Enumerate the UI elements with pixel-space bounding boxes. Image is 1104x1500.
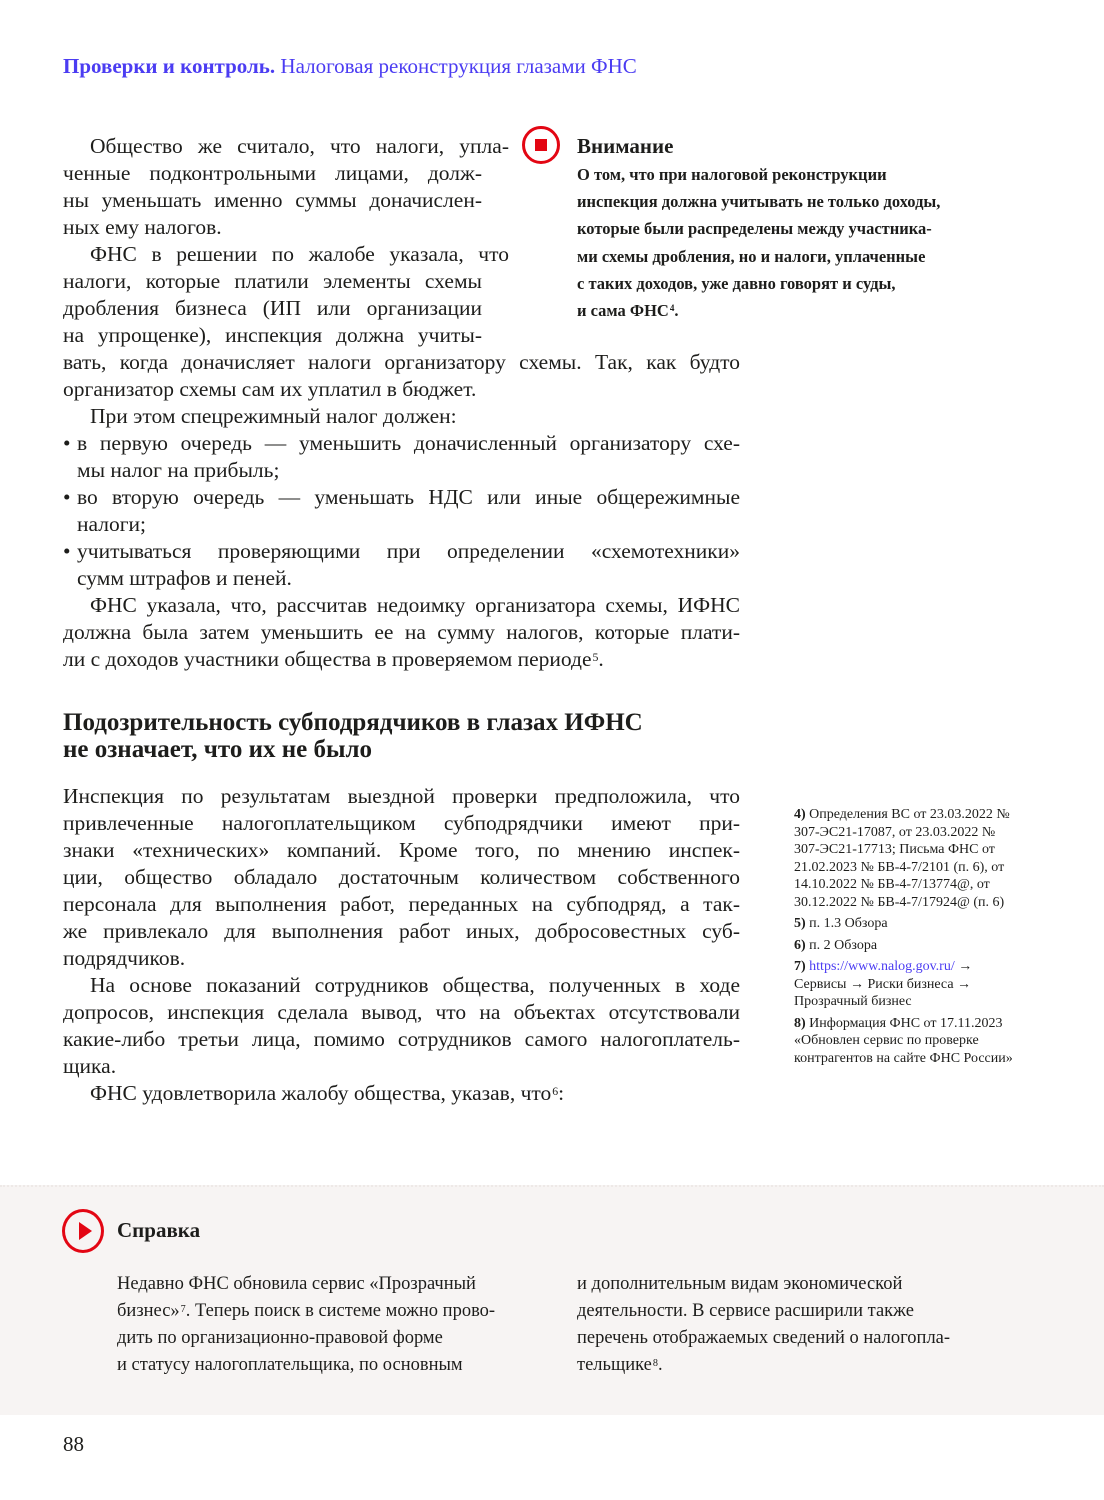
alert-stop-icon [522, 126, 560, 164]
bullet-icon: • [63, 431, 71, 455]
line-text: налоги; [77, 512, 147, 536]
text-line [63, 187, 482, 214]
line-text: Общество же считало, что налоги, упла- [90, 134, 509, 158]
line-text: какие-либо третьи лица, помимо сотрудников самого налогоплатель- [63, 1027, 740, 1051]
line-text: инспекция должна учитывать не только доходы, [577, 192, 941, 212]
bullet-line [63, 430, 740, 457]
text-line [63, 592, 740, 619]
line-text: организатор схемы сам их уплатил в бюджет. [63, 377, 477, 401]
play-icon [62, 1209, 104, 1253]
footnote-ref: 5 [592, 650, 599, 664]
line-text: перечень отображаемых сведений о налогопла- [577, 1328, 951, 1348]
text-line [577, 1271, 1007, 1298]
attention-body [577, 161, 940, 324]
line-text: ных ему налогов. [63, 215, 222, 239]
line-text: ции, общество обладало достаточным количеством собственного [63, 865, 740, 889]
line-text: знаки «технических» компаний. Кроме того, по мнению инспек- [63, 838, 740, 862]
footnote-ref: 8 [652, 1358, 658, 1369]
footnote-number: 4) [794, 807, 810, 822]
line-text: должна была затем уменьшить ее на сумму налогов, которые плати- [63, 620, 740, 644]
text-line [63, 403, 740, 430]
footnote [794, 937, 1014, 955]
text-line [577, 215, 940, 242]
line-text: на упрощенке), инспекция должна учиты- [63, 323, 482, 347]
footnote [794, 958, 1014, 1011]
text-line [63, 646, 740, 673]
bullet-line [63, 565, 740, 592]
line-text: Недавно ФНС обновила сервис «Прозрачный [117, 1274, 476, 1294]
text-line [63, 945, 740, 972]
line-text: сумм штрафов и пеней. [77, 566, 292, 590]
text-line [63, 268, 482, 295]
line-text: подрядчиков. [63, 946, 186, 970]
line-text: Инспекция по результатам выездной проверки предположила, что [63, 784, 740, 808]
heading-line: Подозрительность субподрядчиков в глазах ИФНС [63, 709, 643, 736]
line-text: и статусу налогоплательщика, по основным [117, 1355, 463, 1375]
footnote-link[interactable]: https://www.nalog.gov.ru/ [809, 959, 955, 974]
text-line [63, 837, 740, 864]
page-number: 88 [63, 1432, 84, 1456]
line-text: в первую очередь — уменьшить доначисленный организатору схе- [77, 431, 740, 455]
text-line [63, 295, 482, 322]
line-text: же привлекало для выполнения работ иных, добросовестных суб- [63, 919, 740, 943]
line-text: привлеченные налогоплательщиком субподрядчики имеют при- [63, 811, 740, 835]
header-section: Проверки и контроль. [63, 54, 276, 78]
text-line [117, 1298, 537, 1325]
text-line [577, 1325, 1007, 1352]
line-text: с таких доходов, уже давно говорят и суды, [577, 273, 896, 293]
footnote-text: п. 2 Обзора [809, 937, 878, 953]
line-text: которые были распределены между участника- [577, 219, 932, 239]
text-line [63, 1080, 740, 1107]
bullet-line [63, 457, 740, 484]
line-text: : [558, 1081, 565, 1105]
text-line [63, 864, 740, 891]
text-line [63, 918, 740, 945]
line-text: налоги, которые платили элементы схемы [63, 269, 482, 293]
body-text-section-2 [63, 783, 740, 1107]
footnote-text: п. 1.3 Обзора [809, 916, 888, 931]
section-heading [63, 709, 643, 763]
footnote-number: 7) [794, 959, 810, 974]
text-line [117, 1325, 537, 1352]
header-title: Налоговая реконструкция глазами ФНС [280, 54, 637, 78]
text-line [117, 1271, 537, 1298]
text-line [63, 376, 740, 403]
reference-column-1 [117, 1271, 537, 1379]
text-line [577, 243, 940, 270]
footnote-text: → Сервисы → Риски бизнеса → Прозрачный бизнес [794, 959, 973, 1009]
running-header [63, 54, 637, 79]
line-text: ми схемы дробления, но и налоги, уплаченные [577, 246, 926, 266]
text-line [577, 188, 940, 215]
line-text: ФНС в решении по жалобе указала, что [90, 242, 509, 266]
text-line [63, 241, 509, 268]
bullet-line [63, 511, 740, 538]
line-text: мы налог на прибыль; [77, 458, 280, 482]
text-line [63, 1026, 740, 1053]
text-line [577, 1298, 1007, 1325]
footnote-text: Определения ВС от 23.03.2022 № 307-ЭС21-17087, от 23.03.2022 № 307-ЭС21-17713; Письма ФНС от 21.02.2023 № БВ-4-7/2101 (п. 6), от 14.10.2022 № БВ-4-7/13774@, от 30.12.2022 № БВ-4-7/17924@ (п. 6) [794, 807, 1010, 910]
heading-line: не означает, что их не было [63, 736, 373, 763]
footnote-ref: 4 [669, 302, 675, 313]
footnote [794, 1015, 1014, 1068]
line-text: ли с доходов участники общества в проверяемом периоде [63, 647, 592, 671]
footnotes [794, 806, 1014, 1071]
line-text: персонала для выполнения работ, переданных на субподряд, а так- [63, 892, 740, 916]
attention-title: Внимание [577, 134, 674, 158]
footnote-text: Информация ФНС от 17.11.2023 «Обновлен сервис по проверке контрагентов на сайте ФНС России» [794, 1015, 1013, 1066]
text-line [63, 810, 740, 837]
bullet-line [63, 484, 740, 511]
line-text: . Теперь поиск в системе можно прово- [185, 1301, 496, 1321]
line-text: При этом спецрежимный налог должен: [90, 404, 457, 428]
text-line [63, 214, 482, 241]
text-line [577, 270, 940, 297]
line-text: допросов, инспекция сделала вывод, что на объектах отсутствовали [63, 1000, 740, 1024]
bullet-icon: • [63, 539, 71, 563]
line-text: ФНС удовлетворила жалобу общества, указав, что [90, 1081, 552, 1105]
text-line [63, 619, 740, 646]
text-line [117, 1352, 537, 1379]
text-line [577, 297, 940, 324]
text-line [63, 322, 482, 349]
text-line [577, 161, 940, 188]
text-line [63, 783, 740, 810]
line-text: вать, когда доначисляет налоги организатору схемы. Так, как будто [63, 350, 740, 374]
line-text: ФНС указала, что, рассчитав недоимку организатора схемы, ИФНС [90, 593, 740, 617]
bullet-icon: • [63, 485, 71, 509]
text-line [63, 972, 740, 999]
line-text: тельщике [577, 1355, 652, 1375]
text-line [63, 160, 482, 187]
text-line [577, 1352, 1007, 1379]
footnote [794, 915, 1014, 933]
line-text: бизнес» [117, 1301, 180, 1321]
line-text: щика. [63, 1054, 117, 1078]
line-text: . [657, 1355, 663, 1375]
line-text: На основе показаний сотрудников общества, полученных в ходе [90, 973, 740, 997]
footnote-number: 8) [794, 1015, 810, 1031]
line-text: О том, что при налоговой реконструкции [577, 165, 887, 184]
text-line [63, 1053, 740, 1080]
footnote-number: 6) [794, 937, 810, 953]
bullet-line [63, 538, 740, 565]
reference-column-2 [577, 1271, 1007, 1379]
text-line [63, 999, 740, 1026]
line-text: во вторую очередь — уменьшать НДС или иные общережимные [77, 485, 740, 509]
line-text: и дополнительным видам экономической [577, 1274, 903, 1294]
line-text: . [598, 647, 604, 671]
text-line [63, 133, 509, 160]
reference-title: Справка [117, 1218, 201, 1242]
text-line [63, 349, 740, 376]
line-text: деятельности. В сервисе расширили также [577, 1301, 914, 1321]
line-text: ны уменьшать именно суммы доначислен- [63, 188, 482, 212]
footnote [794, 806, 1014, 911]
text-line [63, 891, 740, 918]
line-text: дить по организационно-правовой форме [117, 1328, 443, 1348]
footnote-ref: 7 [180, 1304, 186, 1315]
line-text: учитываться проверяющими при определении «схемотехники» [77, 539, 740, 563]
line-text: . [674, 300, 679, 320]
line-text: дробления бизнеса (ИП или организации [63, 296, 482, 320]
line-text: ченные подконтрольными лицами, долж- [63, 161, 482, 185]
footnote-ref: 6 [552, 1084, 559, 1098]
line-text: и сама ФНС [577, 300, 669, 320]
footnote-number: 5) [794, 916, 810, 931]
